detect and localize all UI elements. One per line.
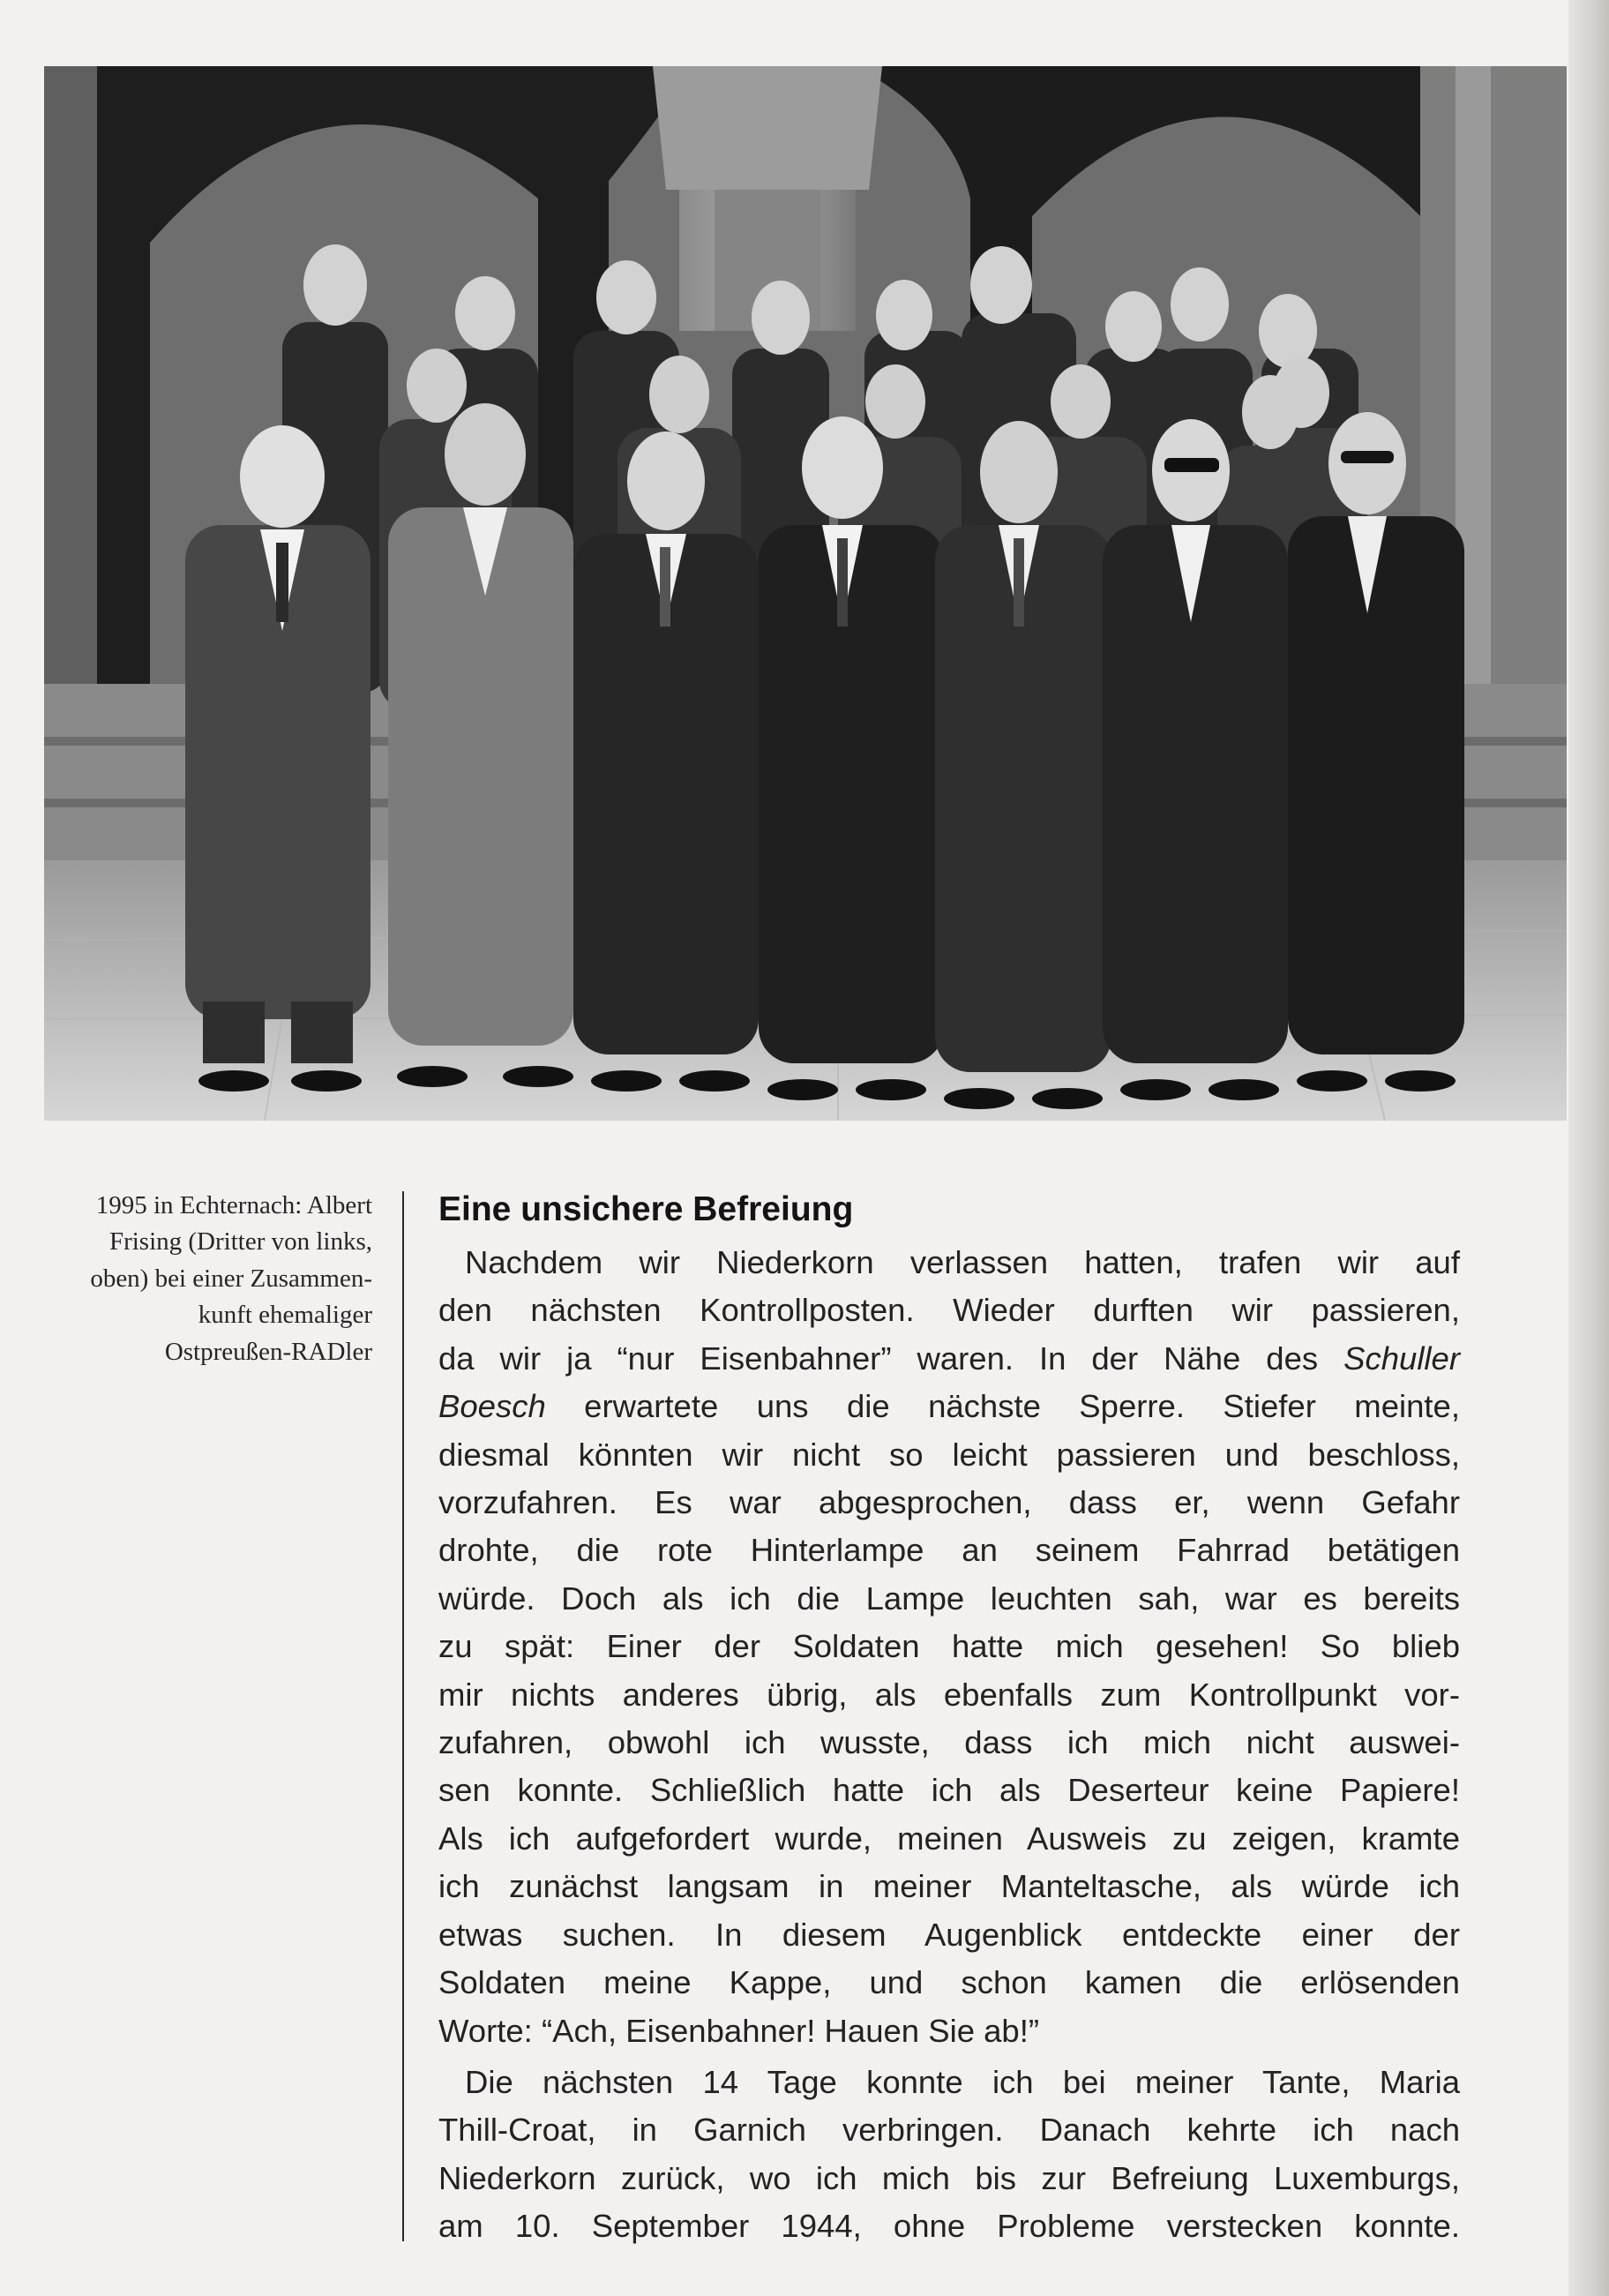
text-line: würde. Doch als ich die Lampe leuchten sah, war es bereits	[438, 1579, 1460, 1617]
text-line: mir nichts anderes übrig, als ebenfalls zum Kontrollpunkt vor-	[438, 1676, 1460, 1713]
text-line	[438, 1383, 1460, 1430]
text-line: zufahren, obwohl ich wusste, dass ich mich nicht auswei-	[438, 1724, 1460, 1761]
caption-line: Ostpreußen-RADler	[164, 1337, 372, 1366]
text-line: etwas suchen. In diesem Augenblick entdeckte einer der	[438, 1916, 1460, 1953]
paragraph-2	[438, 2059, 1460, 2251]
text-line: Niederkorn zurück, wo ich mich bis zur Befreiung Luxemburgs,	[438, 2159, 1460, 2196]
group-photo-image	[44, 66, 1567, 1121]
text-line: den nächsten Kontrollposten. Wieder durften wir passieren,	[438, 1292, 1460, 1329]
text-line	[438, 1335, 1460, 1383]
text-line: ich zunächst langsam in meiner Manteltasche, als würde ich	[438, 1868, 1460, 1905]
paragraph-1	[438, 1239, 1460, 2055]
text-line: vorzufahren. Es war abgesprochen, dass er, wenn Gefahr	[438, 1484, 1460, 1521]
text-line: drohte, die rote Hinterlampe an seinem Fahrrad betätigen	[438, 1532, 1460, 1569]
caption-line: Frising (Dritter von links,	[109, 1227, 372, 1257]
page-gutter-shadow	[1568, 0, 1609, 2296]
text-line: Die nächsten 14 Tage konnte ich bei meiner Tante, Maria	[465, 2063, 1460, 2100]
text-run: erwartete uns die nächste Sperre. Stiefer meinte,	[545, 1388, 1460, 1425]
text-line: sen konnte. Schließlich hatte ich als Deserteur keine Papiere!	[438, 1772, 1460, 1809]
text-line: Als ich aufgefordert wurde, meinen Ausweis zu zeigen, kramte	[438, 1820, 1460, 1857]
photo-caption	[35, 1188, 372, 1370]
text-line: zu spät: Einer der Soldaten hatte mich gesehen! So blieb	[438, 1628, 1460, 1665]
text-run: da wir ja “nur Eisenbahner” waren. In der Nähe des	[438, 1339, 1344, 1377]
place-name-italic: Boesch	[438, 1388, 546, 1425]
caption-line: oben) bei einer Zusammen-	[90, 1264, 372, 1293]
column-divider	[402, 1191, 404, 2241]
text-line: diesmal könnten wir nicht so leicht passieren und beschloss,	[438, 1436, 1460, 1473]
caption-line: kunft ehemaliger	[198, 1301, 372, 1330]
article-body	[438, 1239, 1460, 2255]
group-photo	[44, 66, 1567, 1121]
text-line: Nachdem wir Niederkorn verlassen hatten, trafen wir auf	[465, 1244, 1460, 1280]
section-heading: Eine unsichere Befreiung	[438, 1190, 854, 1228]
caption-line: 1995 in Echternach: Albert	[95, 1191, 372, 1219]
text-line: Worte: “Ach, Eisenbahner! Hauen Sie ab!”	[438, 2012, 1040, 2049]
text-line: Thill-Croat, in Garnich verbringen. Danach kehrte ich nach	[438, 2112, 1460, 2149]
text-line: am 10. September 1944, ohne Probleme verstecken konnte.	[438, 2208, 1460, 2245]
text-line: Soldaten meine Kappe, und schon kamen die erlösenden	[438, 1964, 1460, 2001]
place-name-italic: Schuller	[1343, 1339, 1460, 1377]
